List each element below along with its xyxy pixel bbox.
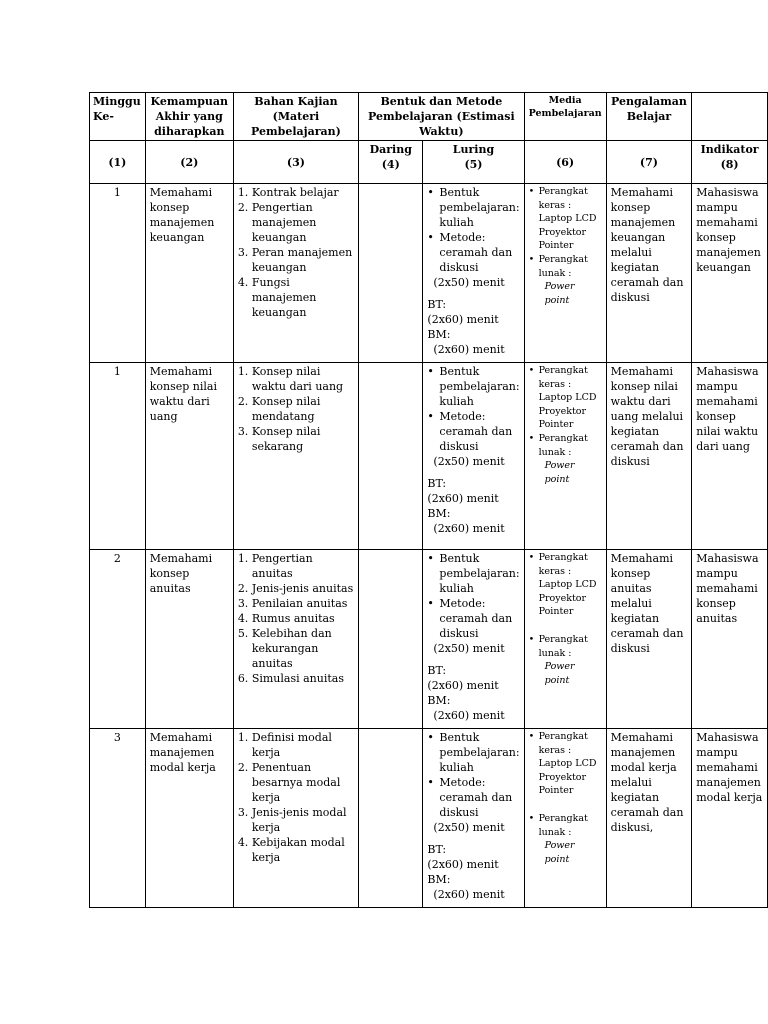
lunak-value: Power point [544,661,575,686]
list-item: 2. Penentuan besarnya modal kerja [252,760,354,805]
lunak-label: Perangkat lunak : [538,432,588,458]
daring-num: (4) [381,158,400,171]
indikator-cell: Mahasiswa mampu memahami konsep anuitas [692,550,768,729]
table-row [90,363,768,550]
luring-cell [423,550,524,729]
luring-cell [423,363,524,550]
lunak-value: Power point [544,460,575,485]
bentuk-item: • Bentuk pembelajaran: kuliah [435,730,519,775]
table-row [90,184,768,363]
keras-item [537,185,602,253]
luring-cell [423,729,524,908]
pengalaman-cell: Memahami konsep anuitas melalui kegiatan ceramah dan diskusi [606,550,692,729]
header-luring [423,141,524,184]
minggu-cell: 2 [90,550,146,729]
kemampuan-cell: Memahami konsep anuitas [145,550,233,729]
media-cell [524,363,606,550]
pengalaman-cell: Memahami konsep nilai waktu dari uang melalui kegiatan ceramah dan diskusi [606,363,692,550]
waktu-text: (2x50) menit [433,642,505,655]
bahan-cell [233,184,358,363]
metode-item: • Metode: ceramah dan diskusi [435,230,519,275]
header-num-7: (7) [606,141,692,184]
keras-item [537,364,602,432]
header-num-2: (2) [145,141,233,184]
daring-cell [359,363,423,550]
indikator-cell: Mahasiswa mampu memahami konsep manajemen keuangan [692,184,768,363]
daring-cell [359,184,423,363]
indikator-cell: Mahasiswa mampu memahami konsep nilai waktu dari uang [692,363,768,550]
luring-cell [423,184,524,363]
metode-item: • Metode: ceramah dan diskusi [435,409,519,454]
list-item: 3. Konsep nilai sekarang [252,424,354,454]
header-num-1: (1) [90,141,146,184]
waktu-text: (2x50) menit [433,276,505,289]
luring-label: Luring [452,143,495,156]
header-num-6: (6) [524,141,606,184]
list-item: 3. Penilaian anuitas [252,596,354,611]
header-kemampuan: Kemampuan Akhir yang diharapkan [145,93,233,141]
list-item: 4. Kebijakan modal kerja [252,835,354,865]
bt-time: (2x60) menit [427,313,499,326]
kemampuan-cell: Memahami konsep nilai waktu dari uang [145,363,233,550]
keras-item [537,730,602,798]
bm-time: (2x60) menit [433,709,505,722]
lunak-item [537,253,602,307]
keras-label: Perangkat keras : [538,552,588,577]
lunak-item [537,812,602,866]
list-item: 4. Rumus anuitas [252,611,354,626]
list-item: 2. Konsep nilai mendatang [252,394,354,424]
bm-label: BM: [427,507,451,520]
list-item: 1. Kontrak belajar [252,185,354,200]
list-item: 1. Definisi modal kerja [252,730,354,760]
header-bahan: Bahan Kajian (Materi Pembelajaran) [233,93,358,141]
keras-items: Laptop LCD Proyektor Pointer [538,213,597,252]
bentuk-item: • Bentuk pembelajaran: kuliah [435,185,519,230]
indikator-label: Indikator [700,143,759,156]
header-media: Media Pembelajaran [524,93,606,141]
daring-cell [359,550,423,729]
kemampuan-cell: Memahami manajemen modal kerja [145,729,233,908]
keras-label: Perangkat keras : [538,731,588,756]
bt-label: BT: [427,664,447,677]
indikator-num: (8) [720,158,739,171]
lunak-label: Perangkat lunak : [538,253,588,279]
bahan-cell [233,550,358,729]
lunak-label: Perangkat lunak : [538,812,588,838]
keras-items: Laptop LCD Proyektor Pointer [538,579,597,618]
minggu-cell: 3 [90,729,146,908]
media-cell [524,184,606,363]
keras-item [537,551,602,619]
bm-label: BM: [427,328,451,341]
bm-label: BM: [427,694,451,707]
lunak-value: Power point [544,281,575,306]
lunak-item [537,432,602,486]
header-num-3: (3) [233,141,358,184]
bm-time: (2x60) menit [433,888,505,901]
table-row [90,729,768,908]
list-item: 1. Konsep nilai waktu dari uang [252,364,354,394]
list-item: 4. Fungsi manajemen keuangan [252,275,354,320]
keras-items: Laptop LCD Proyektor Pointer [538,758,597,797]
pengalaman-cell: Memahami konsep manajemen keuangan melalui kegiatan ceramah dan diskusi [606,184,692,363]
lunak-value: Power point [544,840,575,865]
bt-time: (2x60) menit [427,492,499,505]
list-item: 3. Jenis-jenis modal kerja [252,805,354,835]
bahan-cell [233,363,358,550]
bt-label: BT: [427,298,447,311]
header-indikator [692,141,768,184]
list-item: 6. Simulasi anuitas [252,671,354,686]
header-row-1 [90,93,768,141]
keras-items: Laptop LCD Proyektor Pointer [538,392,597,431]
daring-label: Daring [369,143,412,156]
luring-num: (5) [464,158,483,171]
header-bentuk: Bentuk dan Metode Pembelajaran (Estimasi Waktu) [359,93,524,141]
lunak-label: Perangkat lunak : [538,633,588,659]
header-daring [359,141,423,184]
header-minggu: Minggu Ke- [90,93,146,141]
header-pengalaman: Pengalaman Belajar [606,93,692,141]
pengalaman-cell: Memahami manajemen modal kerja melalui kegiatan ceramah dan diskusi, [606,729,692,908]
table-row [90,550,768,729]
minggu-cell: 1 [90,184,146,363]
keras-label: Perangkat keras : [538,365,588,390]
header-row-2 [90,141,768,184]
bentuk-item: • Bentuk pembelajaran: kuliah [435,551,519,596]
list-item: 3. Peran manajemen keuangan [252,245,354,275]
bt-label: BT: [427,477,447,490]
media-cell [524,550,606,729]
keras-label: Perangkat keras : [538,186,588,211]
lunak-item [537,633,602,687]
bm-label: BM: [427,873,451,886]
list-item: 2. Jenis-jenis anuitas [252,581,354,596]
list-item: 5. Kelebihan dan kekurangan anuitas [252,626,354,671]
bentuk-item: • Bentuk pembelajaran: kuliah [435,364,519,409]
bm-time: (2x60) menit [433,343,505,356]
bt-time: (2x60) menit [427,679,499,692]
bt-label: BT: [427,843,447,856]
metode-item: • Metode: ceramah dan diskusi [435,596,519,641]
metode-item: • Metode: ceramah dan diskusi [435,775,519,820]
list-item: 2. Pengertian manajemen keuangan [252,200,354,245]
daring-cell [359,729,423,908]
waktu-text: (2x50) menit [433,821,505,834]
rps-table [89,92,768,908]
waktu-text: (2x50) menit [433,455,505,468]
indikator-cell: Mahasiswa mampu memahami manajemen modal kerja [692,729,768,908]
header-blank [692,93,768,141]
minggu-cell: 1 [90,363,146,550]
kemampuan-cell: Memahami konsep manajemen keuangan [145,184,233,363]
bt-time: (2x60) menit [427,858,499,871]
list-item: 1. Pengertian anuitas [252,551,354,581]
media-cell [524,729,606,908]
bm-time: (2x60) menit [433,522,505,535]
bahan-cell [233,729,358,908]
